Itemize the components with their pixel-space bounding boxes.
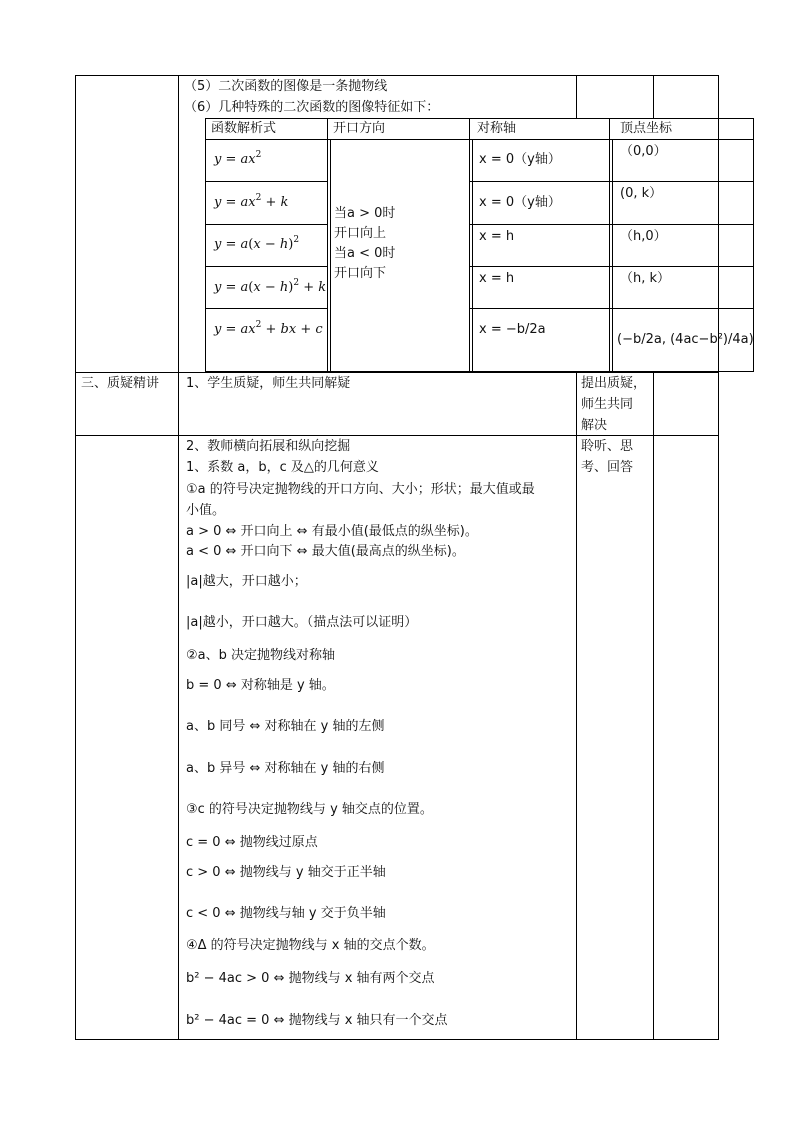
inner-header-bottom bbox=[205, 139, 754, 140]
row-divider-1 bbox=[75, 372, 719, 373]
col-divider-3b bbox=[653, 372, 654, 1040]
item-6-text: （6）几种特殊的二次函数的图像特征如下： bbox=[184, 100, 440, 115]
inner-row-sep-c1 bbox=[205, 181, 328, 182]
section-2-activity-1: 提出质疑， bbox=[581, 376, 647, 391]
inner-top-border bbox=[205, 118, 754, 119]
section-3-line: 2、教师横向拓展和纵向挖掘 bbox=[186, 439, 351, 454]
function-4: $y = a(x - h)^2 + k$ bbox=[214, 278, 327, 295]
inner-col-2 bbox=[469, 118, 470, 372]
col-divider-3a bbox=[653, 75, 654, 118]
axis-5: x = −b/2a bbox=[479, 322, 546, 337]
inner-left-border bbox=[205, 118, 206, 372]
inner-row-sep-c1 bbox=[205, 308, 328, 309]
vertex-5: (−b/2a, (4ac−b²)/4a) bbox=[617, 332, 754, 347]
header-axis: 对称轴 bbox=[477, 121, 517, 136]
axis-1: x = 0（y轴） bbox=[479, 152, 561, 167]
section-3-line: b² − 4ac > 0 ⇔ 抛物线与 x 轴有两个交点 bbox=[186, 971, 435, 986]
inner-col-3b bbox=[612, 139, 613, 372]
outer-top-border bbox=[75, 75, 719, 76]
section-3-activity-1: 聆听、思 bbox=[581, 439, 634, 454]
vertex-4: （h, k） bbox=[620, 271, 671, 286]
vertex-1: （0,0） bbox=[620, 144, 667, 159]
col-divider-2b bbox=[576, 372, 577, 1040]
section-3-line: a、b 异号 ⇔ 对称轴在 y 轴的右侧 bbox=[186, 761, 385, 776]
section-2-content: 1、学生质疑，师生共同解疑 bbox=[186, 376, 351, 391]
section-3-activity-2: 考、回答 bbox=[581, 460, 634, 475]
vertex-2: (0, k） bbox=[620, 186, 663, 201]
opening-line-3: 当a < 0时 bbox=[334, 246, 396, 261]
opening-line-1: 当a > 0时 bbox=[334, 206, 396, 221]
axis-2: x = 0（y轴） bbox=[479, 195, 561, 210]
section-3-line: |a|越小，开口越大。（描点法可以证明） bbox=[186, 615, 418, 630]
section-3-line: c > 0 ⇔ 抛物线与 y 轴交于正半轴 bbox=[186, 865, 386, 880]
section-3-line: 小值。 bbox=[186, 503, 226, 518]
function-5: $y = ax^2$ + bx + c bbox=[214, 320, 323, 337]
function-1: $y = ax^2$ bbox=[214, 150, 262, 167]
function-2: $y = ax^2 + k$ bbox=[214, 193, 289, 210]
inner-row-sep-c3 bbox=[469, 308, 754, 309]
inner-row-sep-c1 bbox=[205, 266, 328, 267]
section-3-line: ②a、b 决定抛物线对称轴 bbox=[186, 648, 336, 663]
section-2-activity-2: 师生共同 bbox=[581, 397, 634, 412]
header-function: 函数解析式 bbox=[211, 121, 277, 136]
axis-3: x = h bbox=[479, 229, 515, 244]
inner-row-sep-c3 bbox=[469, 266, 754, 267]
section-3-line: b = 0 ⇔ 对称轴是 y 轴。 bbox=[186, 678, 335, 693]
header-opening: 开口方向 bbox=[333, 121, 386, 136]
section-3-line: c < 0 ⇔ 抛物线与轴 y 交于负半轴 bbox=[186, 906, 386, 921]
inner-row-sep-c1 bbox=[205, 224, 328, 225]
outer-bottom-border bbox=[75, 1039, 719, 1040]
section-2-activity-3: 解决 bbox=[581, 418, 608, 433]
section-3-line: 1、系数 a，b，c 及△的几何意义 bbox=[186, 460, 379, 475]
section-3-line: c = 0 ⇔ 抛物线过原点 bbox=[186, 835, 318, 850]
inner-bottom-border bbox=[205, 371, 754, 372]
inner-col-3 bbox=[609, 118, 610, 372]
opening-line-2: 开口向上 bbox=[334, 226, 387, 241]
section-3-line: b² − 4ac = 0 ⇔ 抛物线与 x 轴只有一个交点 bbox=[186, 1013, 448, 1028]
inner-col-2b bbox=[472, 139, 473, 372]
row-divider-2 bbox=[75, 435, 719, 436]
outer-left-border bbox=[75, 75, 76, 1040]
section-3-line: a、b 同号 ⇔ 对称轴在 y 轴的左侧 bbox=[186, 719, 385, 734]
col-divider-2a bbox=[576, 75, 577, 118]
inner-row-sep-c3 bbox=[469, 181, 754, 182]
section-3-line: ④Δ 的符号决定抛物线与 x 轴的交点个数。 bbox=[186, 938, 435, 953]
inner-row-sep-c3 bbox=[469, 224, 754, 225]
section-3-line: |a|越大，开口越小； bbox=[186, 574, 307, 589]
section-3-line: a < 0 ⇔ 开口向下 ⇔ 最大值(最高点的纵坐标)。 bbox=[186, 544, 465, 559]
outer-right-border bbox=[718, 75, 719, 1040]
section-3-line: ①a 的符号决定抛物线的开口方向、大小；形状；最大值或最 bbox=[186, 482, 535, 497]
col-divider-1 bbox=[178, 75, 179, 1040]
item-5-text: （5）二次函数的图像是一条抛物线 bbox=[184, 79, 388, 94]
section-3-line: ③c 的符号决定抛物线与 y 轴交点的位置。 bbox=[186, 802, 433, 817]
inner-col-1b bbox=[330, 139, 331, 372]
header-vertex: 顶点坐标 bbox=[620, 121, 673, 136]
function-3: $y = a(x - h)^2$ bbox=[214, 235, 300, 252]
section-2-label: 三、质疑精讲 bbox=[81, 376, 160, 391]
inner-col-1 bbox=[327, 118, 328, 372]
section-3-line: a > 0 ⇔ 开口向上 ⇔ 有最小值(最低点的纵坐标)。 bbox=[186, 524, 478, 539]
opening-line-4: 开口向下 bbox=[334, 266, 387, 281]
axis-4: x = h bbox=[479, 271, 515, 286]
vertex-3: （h,0） bbox=[620, 229, 667, 244]
